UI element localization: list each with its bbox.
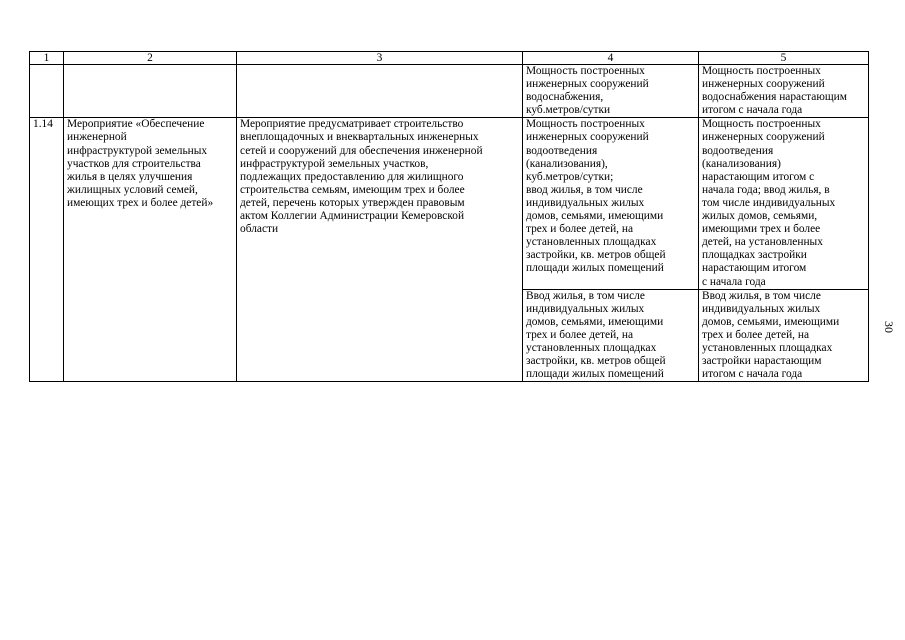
page-number: 30: [882, 321, 896, 333]
indicator-1: Мощность построенных инженерных сооружений водоотведения (канализования), куб.метров/сутки; ввод жилья, в том числе индивидуальных жилых домов, семьями, имеющими трех и более детей, на установленных площадках застройки, кв. метров общей площади жилых помещений: [523, 118, 699, 289]
continued-cell-2: [64, 65, 237, 118]
header-cell-4: 4: [523, 52, 699, 65]
continued-cell-3: [237, 65, 523, 118]
table-row-1-14: [30, 118, 869, 289]
header-row: [30, 52, 869, 65]
continued-target: Мощность построенных инженерных сооружений водоснабжения нарастающим итогом с начала года: [699, 65, 869, 118]
indicator-2-target: Ввод жилья, в том числе индивидуальных жилых домов, семьями, имеющими трех и более детей, на установленных площадках застройки нарастающим итогом с начала года: [699, 289, 869, 382]
program-table: [29, 51, 869, 382]
header-cell-2: 2: [64, 52, 237, 65]
continued-indicator: Мощность построенных инженерных сооружений водоснабжения, куб.метров/сутки: [523, 65, 699, 118]
table-row-continued: [30, 65, 869, 118]
row-number: 1.14: [30, 118, 64, 382]
indicator-2: Ввод жилья, в том числе индивидуальных жилых домов, семьями, имеющими трех и более детей, на установленных площадках застройки, кв. метров общей площади жилых помещений: [523, 289, 699, 382]
header-cell-1: 1: [30, 52, 64, 65]
indicator-1-target: Мощность построенных инженерных сооружений водоотведения (канализования) нарастающим итогом с начала года; ввод жилья, в том числе индивидуальных жилых домов, семьями, имеющими трех и более детей, на установленных площадках застройки нарастающим итогом с начала года: [699, 118, 869, 289]
measure-description: Мероприятие предусматривает строительство внеплощадочных и внеквартальных инженерных сетей и сооружений для обеспечения инженерной инфраструктурой земельных участков, подлежащих предоставлению для жилищного строительства семьям, имеющим трех и более детей, перечень которых утвержден правовым актом Коллегии Администрации Кемеровской области: [237, 118, 523, 382]
header-cell-3: 3: [237, 52, 523, 65]
measure-title: Мероприятие «Обеспечение инженерной инфраструктурой земельных участков для строительства жилья в целях улучшения жилищных условий семей, имеющих трех и более детей»: [64, 118, 237, 382]
continued-cell-1: [30, 65, 64, 118]
header-cell-5: 5: [699, 52, 869, 65]
